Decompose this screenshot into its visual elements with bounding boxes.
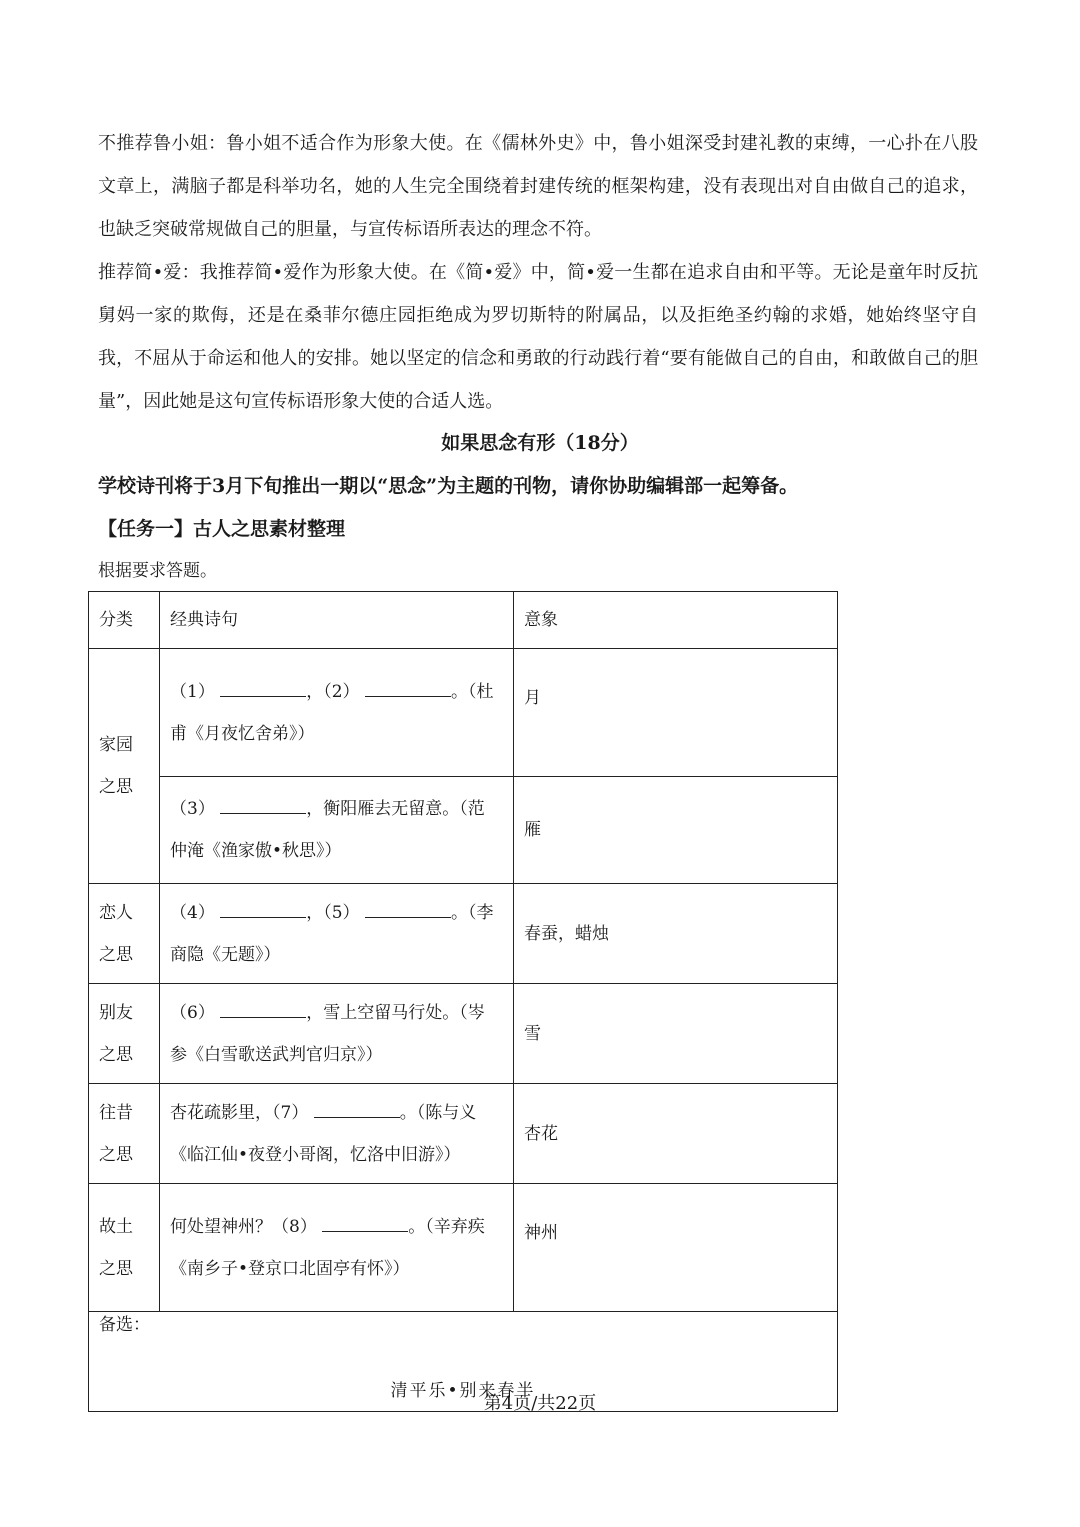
backup-item: 清平乐•别来春半 xyxy=(390,1380,536,1401)
header-verse: 经典诗句 xyxy=(160,592,514,649)
answer-blank-3[interactable] xyxy=(220,791,306,814)
category-cell: 恋人 之思 xyxy=(89,884,160,984)
answer-blank-4[interactable] xyxy=(220,895,306,918)
backup-label: 备选： xyxy=(99,1314,150,1335)
paragraph-lu: 不推荐鲁小姐：鲁小姐不适合作为形象大使。在《儒林外史》中，鲁小姐深受封建礼教的束缚，一心扑在八股文章上，满脑子都是科举功名，她的人生完全围绕着封建传统的框架构建，没有表现出对自由做自己的追求，也缺乏突破常规做自己的胆量，与宣传标语所表达的理念不符。 xyxy=(98,133,978,240)
page-footer: 第4页/共22页 xyxy=(483,1393,597,1414)
table-header-row xyxy=(89,592,838,649)
answer-blank-2[interactable] xyxy=(365,674,451,697)
category-cell xyxy=(89,649,160,884)
table-row xyxy=(89,984,838,1084)
imagery-cell: 雁 xyxy=(514,777,838,884)
poetry-table xyxy=(88,591,838,1412)
answer-blank-6[interactable] xyxy=(220,995,306,1018)
verse-cell: （6） ，雪上空留马行处。（岑 参《白雪歌送武判官归京》） xyxy=(160,984,514,1084)
imagery-cell: 神州 xyxy=(514,1184,838,1312)
table-row xyxy=(89,1084,838,1184)
verse-cell: （4） ，（5） 。（李 商隐《无题》） xyxy=(160,884,514,984)
answer-blank-7[interactable] xyxy=(314,1095,400,1118)
imagery-cell: 杏花 xyxy=(514,1084,838,1184)
table-row xyxy=(89,884,838,984)
table-row xyxy=(89,1184,838,1312)
answer-blank-1[interactable] xyxy=(220,674,306,697)
category-cell: 往昔 之思 xyxy=(89,1084,160,1184)
verse-cell: 杏花疏影里，（7） 。（陈与义 《临江仙•夜登小哥阁，忆洛中旧游》） xyxy=(160,1084,514,1184)
verse-cell: 何处望神州？（8） 。（辛弃疾 《南乡子•登京口北固亭有怀》） xyxy=(160,1184,514,1312)
category-cell: 别友 之思 xyxy=(89,984,160,1084)
category-label: 家园 xyxy=(99,735,133,755)
paragraph-jane: 推荐简•爱：我推荐简•爱作为形象大使。在《简•爱》中，简•爱一生都在追求自由和平等。无论是童年时反抗舅妈一家的欺侮，还是在桑菲尔德庄园拒绝成为罗切斯特的附属品，以及拒绝圣约翰的求婚，她始终坚守自我，不屈从于命运和他人的安排。她以坚定的信念和勇敢的行动践行着“要有能做自己的自由，和敢做自己的胆量”，因此她是这句宣传标语形象大使的合适人选。 xyxy=(98,262,978,412)
category-cell: 故土 之思 xyxy=(89,1184,160,1312)
table-row xyxy=(89,649,838,777)
answer-blank-8[interactable] xyxy=(322,1209,408,1232)
answer-blank-5[interactable] xyxy=(365,895,451,918)
imagery-cell: 雪 xyxy=(514,984,838,1084)
table-row xyxy=(89,777,838,884)
header-imagery: 意象 xyxy=(514,592,838,649)
section-title: 如果思念有形（18分） xyxy=(441,432,639,454)
imagery-cell: 月 xyxy=(514,649,838,777)
imagery-cell: 春蚕，蜡烛 xyxy=(514,884,838,984)
header-category: 分类 xyxy=(89,592,160,649)
category-label: 之思 xyxy=(99,777,133,797)
instruction-text: 根据要求答题。 xyxy=(98,561,217,581)
intro-text: 学校诗刊将于3月下旬推出一期以“思念”为主题的刊物，请你协助编辑部一起筹备。 xyxy=(98,475,799,497)
verse-cell: （3） ，衡阳雁去无留意。（范 仲淹《渔家傲•秋思》） xyxy=(160,777,514,884)
verse-cell: （1） ，（2） 。（杜 甫《月夜忆舍弟》） xyxy=(160,649,514,777)
task-title: 【任务一】古人之思素材整理 xyxy=(98,518,346,540)
